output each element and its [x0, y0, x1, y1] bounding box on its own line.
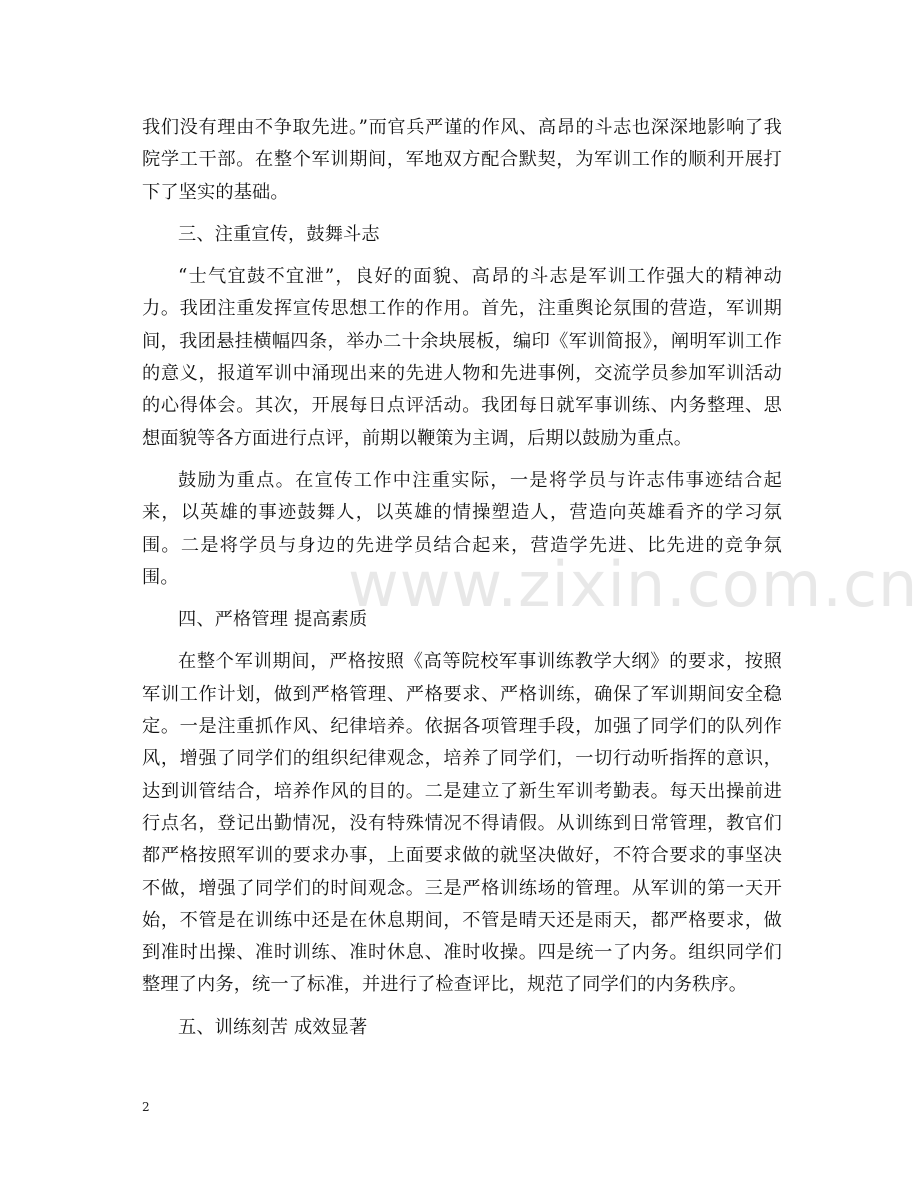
paragraph: 鼓励为重点。在宣传工作中注重实际，一是将学员与许志伟事迹结合起来，以英雄的事迹鼓舞人，以英雄的情操塑造人，营造向英雄看齐的学习氛围。二是将学员与身边的先进学员结合起来，营造学先进、比先进的竞争氛围。	[142, 469, 782, 588]
paragraph: “士气宜鼓不宜泄”，良好的面貌、高昂的斗志是军训工作强大的精神动力。我团注重发挥宣传思想工作的作用。首先，注重舆论氛围的营造，军训期间，我团悬挂横幅四条，举办二十余块展板，编印《军训简报》，阐明军训工作的意义，报道军训中涌现出来的先进人物和先进事例，交流学员参加军训活动的心得体会。其次，开展每日点评活动。我团每日就军事训练、内务整理、思想面貌等各方面进行点评，前期以鞭策为主调，后期以鼓励为重点。	[142, 266, 782, 449]
paragraph: 我们没有理由不争取先进。”而官兵严谨的作风、高昂的斗志也深深地影响了我院学工干部。在整个军训期间，军地双方配合默契，为军训工作的顺利开展打下了坚实的基础。	[142, 117, 782, 203]
section-heading: 五、训练刻苦 成效显著	[178, 1016, 368, 1038]
section-heading: 四、严格管理 提高素质	[178, 609, 368, 631]
page-number: 2	[142, 1100, 150, 1114]
paragraph: 在整个军训期间，严格按照《高等院校军事训练教学大纲》的要求，按照军训工作计划，做到严格管理、严格要求、严格训练，确保了军训期间安全稳定。一是注重抓作风、纪律培养。依据各项管理手段，加强了同学们的队列作风，增强了同学们的组织纪律观念，培养了同学们，一切行动听指挥的意识，达到训管结合，培养作风的目的。二是建立了新生军训考勤表。每天出操前进行点名，登记出勤情况，没有特殊情况不得请假。从训练到日常管理，教官们都严格按照军训的要求办事，上面要求做的就坚决做好，不符合要求的事坚决不做，增强了同学们的时间观念。三是严格训练场的管理。从军训的第一天开始，不管是在训练中还是在休息期间，不管是晴天还是雨天，都严格要求，做到准时出操、准时训练、准时休息、准时收操。四是统一了内务。组织同学们整理了内务，统一了标准，并进行了检查评比，规范了同学们的内务秩序。	[142, 651, 782, 996]
watermark: www.zixin.com.cn	[348, 548, 919, 621]
document-body	[142, 112, 782, 1054]
section-heading: 三、注重宣传，鼓舞斗志	[178, 223, 380, 245]
